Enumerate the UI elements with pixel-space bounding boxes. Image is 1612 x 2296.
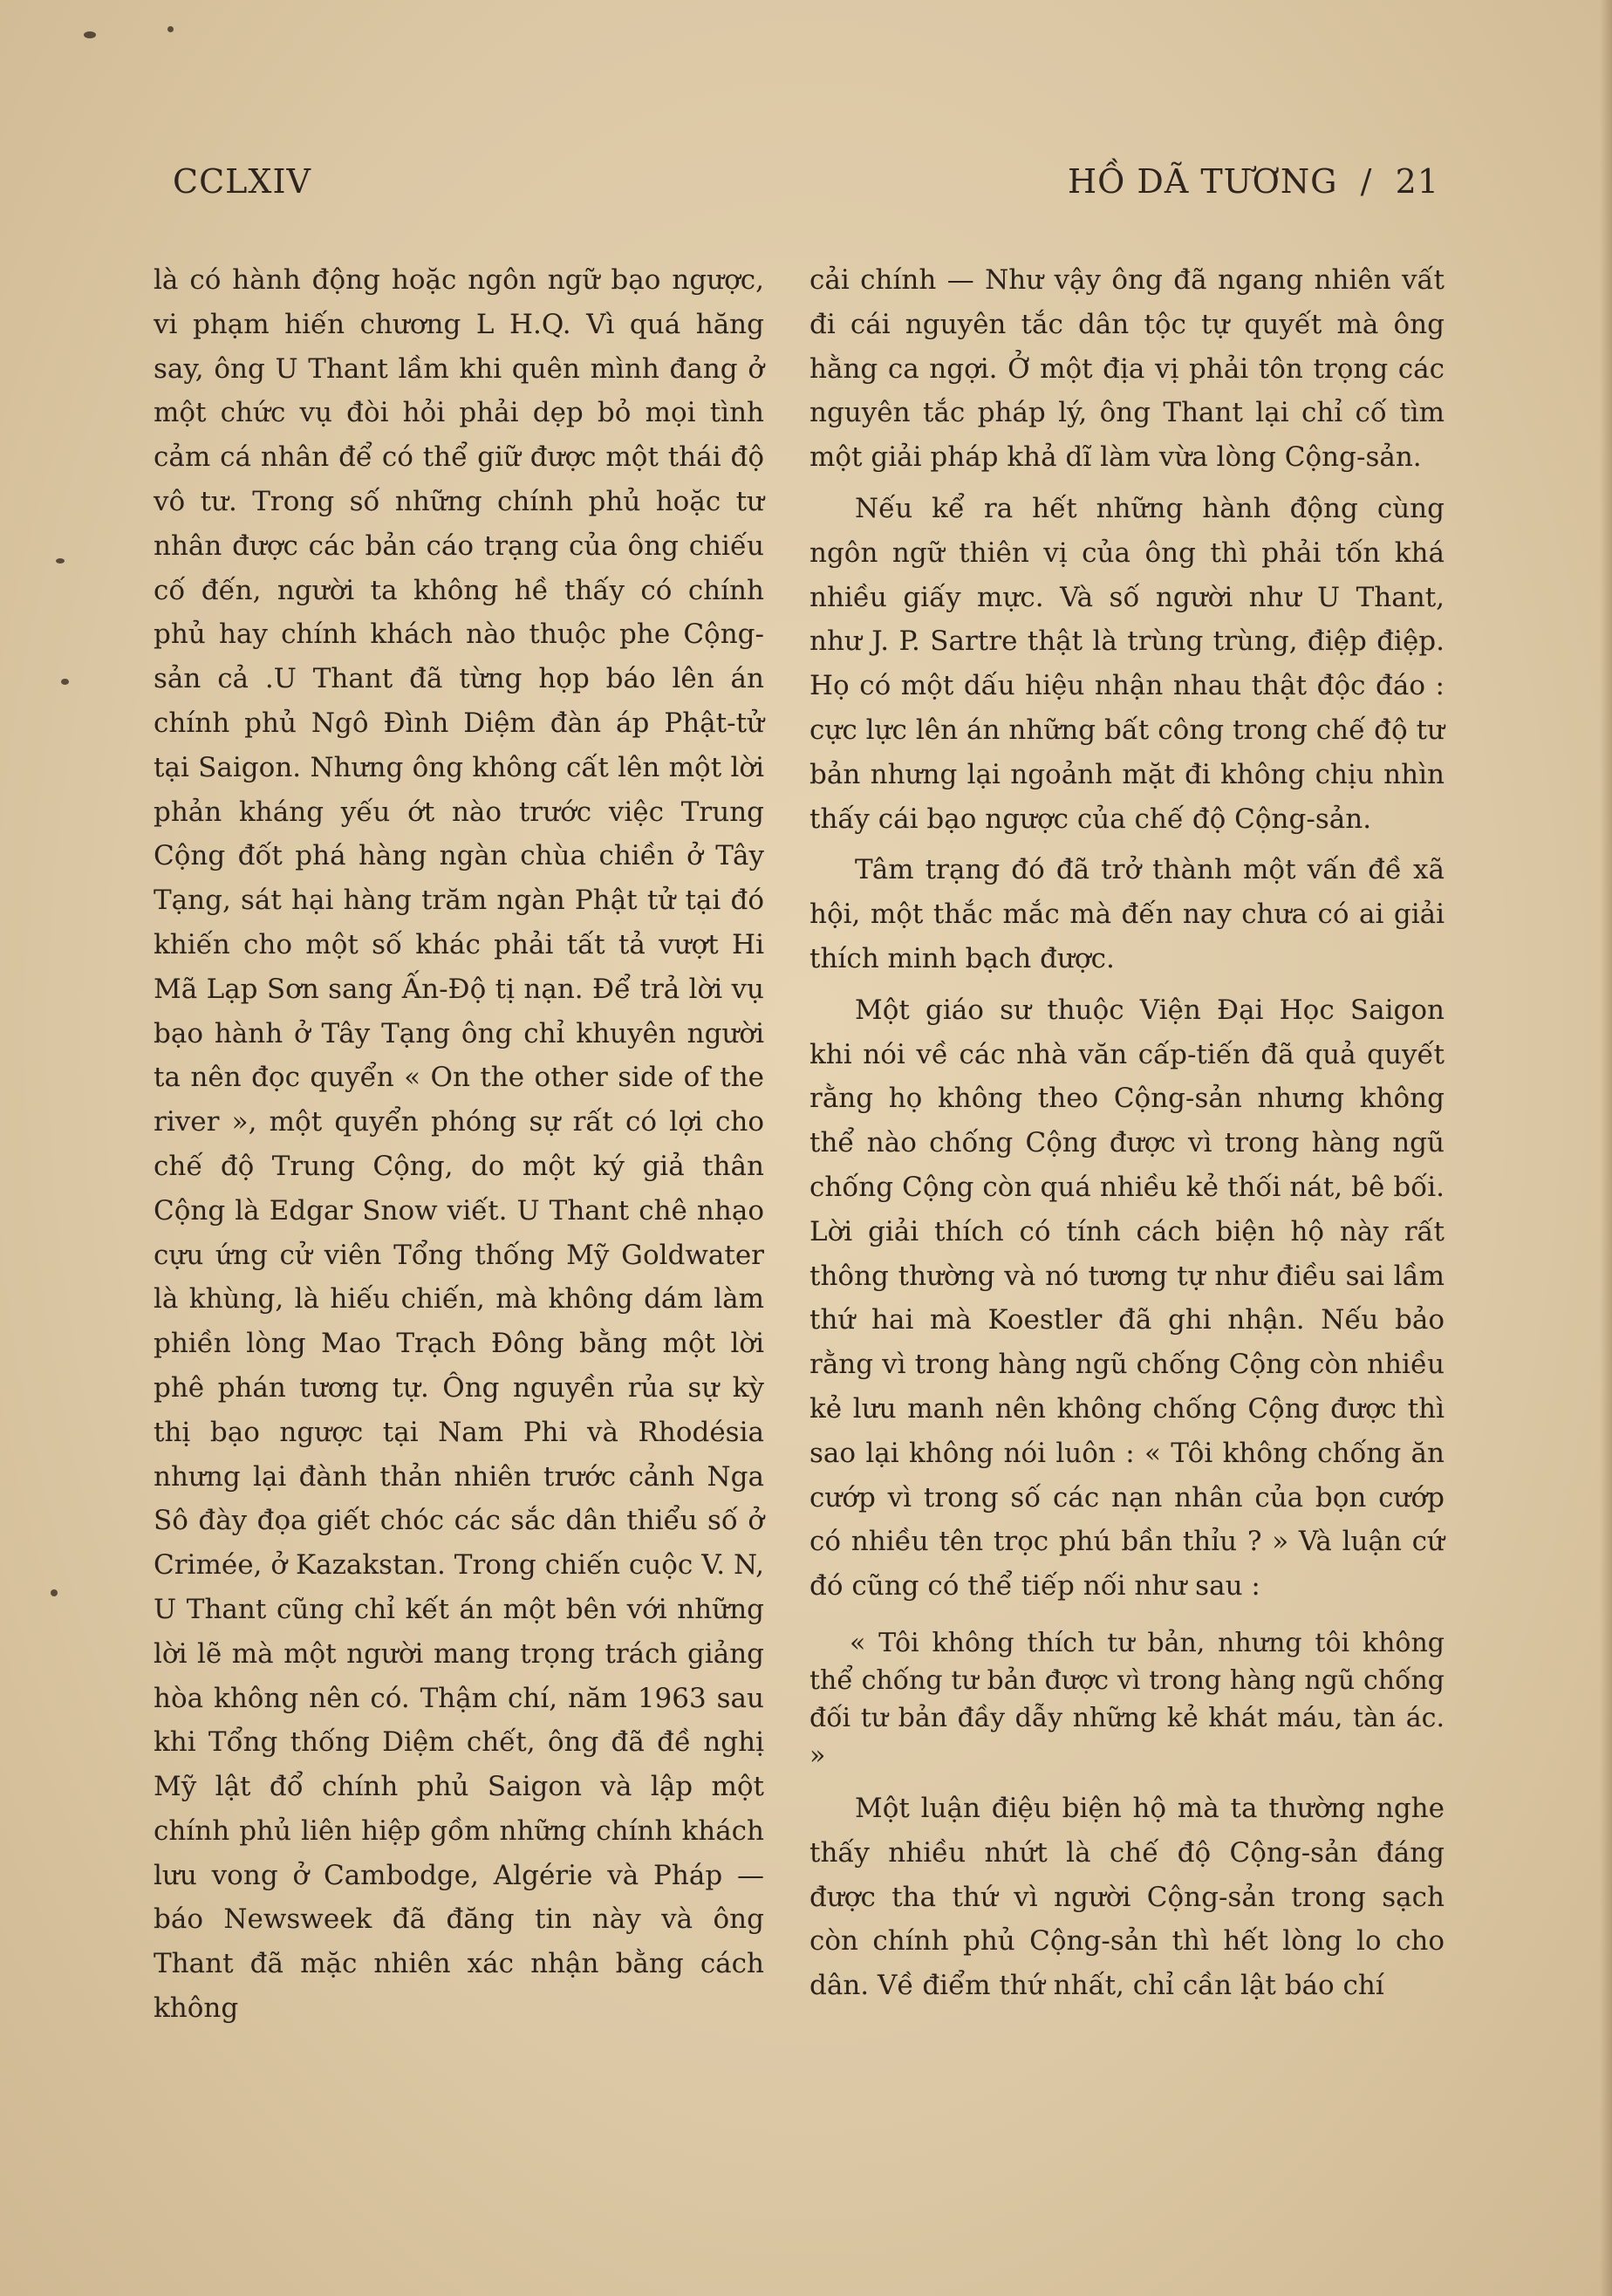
right-column xyxy=(809,258,1445,2008)
page-header xyxy=(173,162,1439,211)
separator: / xyxy=(1349,162,1384,201)
paragraph: Tâm trạng đó đã trở thành một vấn đề xã hội, một thắc mắc mà đến nay chưa có ai giải thích minh bạch được. xyxy=(809,854,1445,974)
ink-speck xyxy=(61,679,69,685)
ink-speck xyxy=(167,26,174,32)
issue-number: CCLXIV xyxy=(173,162,311,201)
block-quote: « Tôi không thích tư bản, nhưng tôi không thể chống tư bản được vì trong hàng ngũ chống đối tư bản đầy dẫy những kẻ khát máu, tàn ác. » xyxy=(809,1627,1445,1771)
paragraph: Một luận điệu biện hộ mà ta thường nghe thấy nhiều nhứt là chế độ Cộng-sản đáng được tha thứ vì người Cộng-sản trong sạch còn chính phủ Cộng-sản thì hết lòng lo cho dân. Về điểm thứ nhất, chỉ cần lật báo chí xyxy=(809,1792,1445,2002)
paragraph: Nếu kể ra hết những hành động cùng ngôn ngữ thiên vị của ông thì phải tốn khá nhiều giấy mực. Và số người như U Thant, như J. P. Sartre thật là trùng trùng, điệp điệp. Họ có một dấu hiệu nhận nhau thật độc đáo : cực lực lên án những bất công trong chế độ tư bản nhưng lại ngoảnh mặt đi không chịu nhìn thấy cái bạo ngược của chế độ Cộng-sản. xyxy=(809,492,1445,835)
ink-speck xyxy=(56,558,65,564)
ink-speck xyxy=(51,1589,58,1596)
running-title: HỒ DÃ TƯƠNG xyxy=(1067,162,1338,201)
paragraph: Một giáo sư thuộc Viện Đại Học Saigon khi nói về các nhà văn cấp-tiến đã quả quyết rằng họ không theo Cộng-sản nhưng không thể nào chống Cộng được vì trong hàng ngũ chống Cộng còn quá nhiều kẻ thối nát, bê bối. Lời giải thích có tính cách biện hộ này rất thông thường và nó tương tự như điều sai lầm thứ hai mà Koestler đã ghi nhận. Nếu bảo rằng vì trong hàng ngũ chống Cộng còn nhiều kẻ lưu manh nên không chống Cộng được thì sao lại không nói luôn : « Tôi không chống ăn cướp vì trong số các nạn nhân của bọn cướp có nhiều tên trọc phú bần thỉu ? » Và luận cứ đó cũng có thể tiếp nối như sau : xyxy=(809,994,1445,1602)
running-head xyxy=(1068,162,1439,201)
left-column xyxy=(154,258,764,2031)
paragraph: cải chính — Như vậy ông đã ngang nhiên vất đi cái nguyên tắc dân tộc tự quyết mà ông hằng ca ngợi. Ở một địa vị phải tôn trọng các nguyên tắc pháp lý, ông Thant lại chỉ cố tìm một giải pháp khả dĩ làm vừa lòng Cộng-sản. xyxy=(809,264,1445,474)
page-number: 21 xyxy=(1395,162,1439,201)
paragraph: là có hành động hoặc ngôn ngữ bạo ngược, vi phạm hiến chương L H.Q. Vì quá hăng say, ông U Thant lầm khi quên mình đang ở một chức vụ đòi hỏi phải dẹp bỏ mọi tình cảm cá nhân để có thể giữ được một thái độ vô tư. Trong số những chính phủ hoặc tư nhân được các bản cáo trạng của ông chiếu cố đến, người ta không hề thấy có chính phủ hay chính khách nào thuộc phe Cộng-sản cả .U Thant đã từng họp báo lên án chính phủ Ngô Đình Diệm đàn áp Phật-tử tại Saigon. Nhưng ông không cất lên một lời phản kháng yếu ớt nào trước việc Trung Cộng đốt phá hàng ngàn chùa chiền ở Tây Tạng, sát hại hàng trăm ngàn Phật tử tại đó khiến cho một số khác phải tất tả vượt Hi Mã Lạp Sơn sang Ấn-Độ tị nạn. Để trả lời vụ bạo hành ở Tây Tạng ông chỉ khuyên người ta nên đọc quyển « On the other side of the river », một quyển phóng sự rất có lợi cho chế độ Trung Cộng, do một ký giả thân Cộng là Edgar Snow viết. U Thant chê nhạo cựu ứng cử viên Tổng thống Mỹ Goldwater là khùng, là hiếu chiến, mà không dám làm phiền lòng Mao Trạch Đông bằng một lời phê phán tương tự. Ông nguyền rủa sự kỳ thị bạo ngược tại Nam Phi và Rhodésia nhưng lại đành thản nhiên trước cảnh Nga Sô đày đọa giết chóc các sắc dân thiểu số ở Crimée, ở Kazakstan. Trong chiến cuộc V. N, U Thant cũng chỉ kết án một bên với những lời lẽ mà một người mang trọng trách giảng hòa không nên có. Thậm chí, năm 1963 sau khi Tổng thống Diệm chết, ông đã đề nghị Mỹ lật đổ chính phủ Saigon và lập một chính phủ liên hiệp gồm những chính khách lưu vong ở Cambodge, Algérie và Pháp — báo Newsweek đã đăng tin này và ông Thant đã mặc nhiên xác nhận bằng cách không xyxy=(154,264,764,2025)
ink-speck xyxy=(84,31,96,38)
page-edge-shadow xyxy=(1600,0,1612,2296)
